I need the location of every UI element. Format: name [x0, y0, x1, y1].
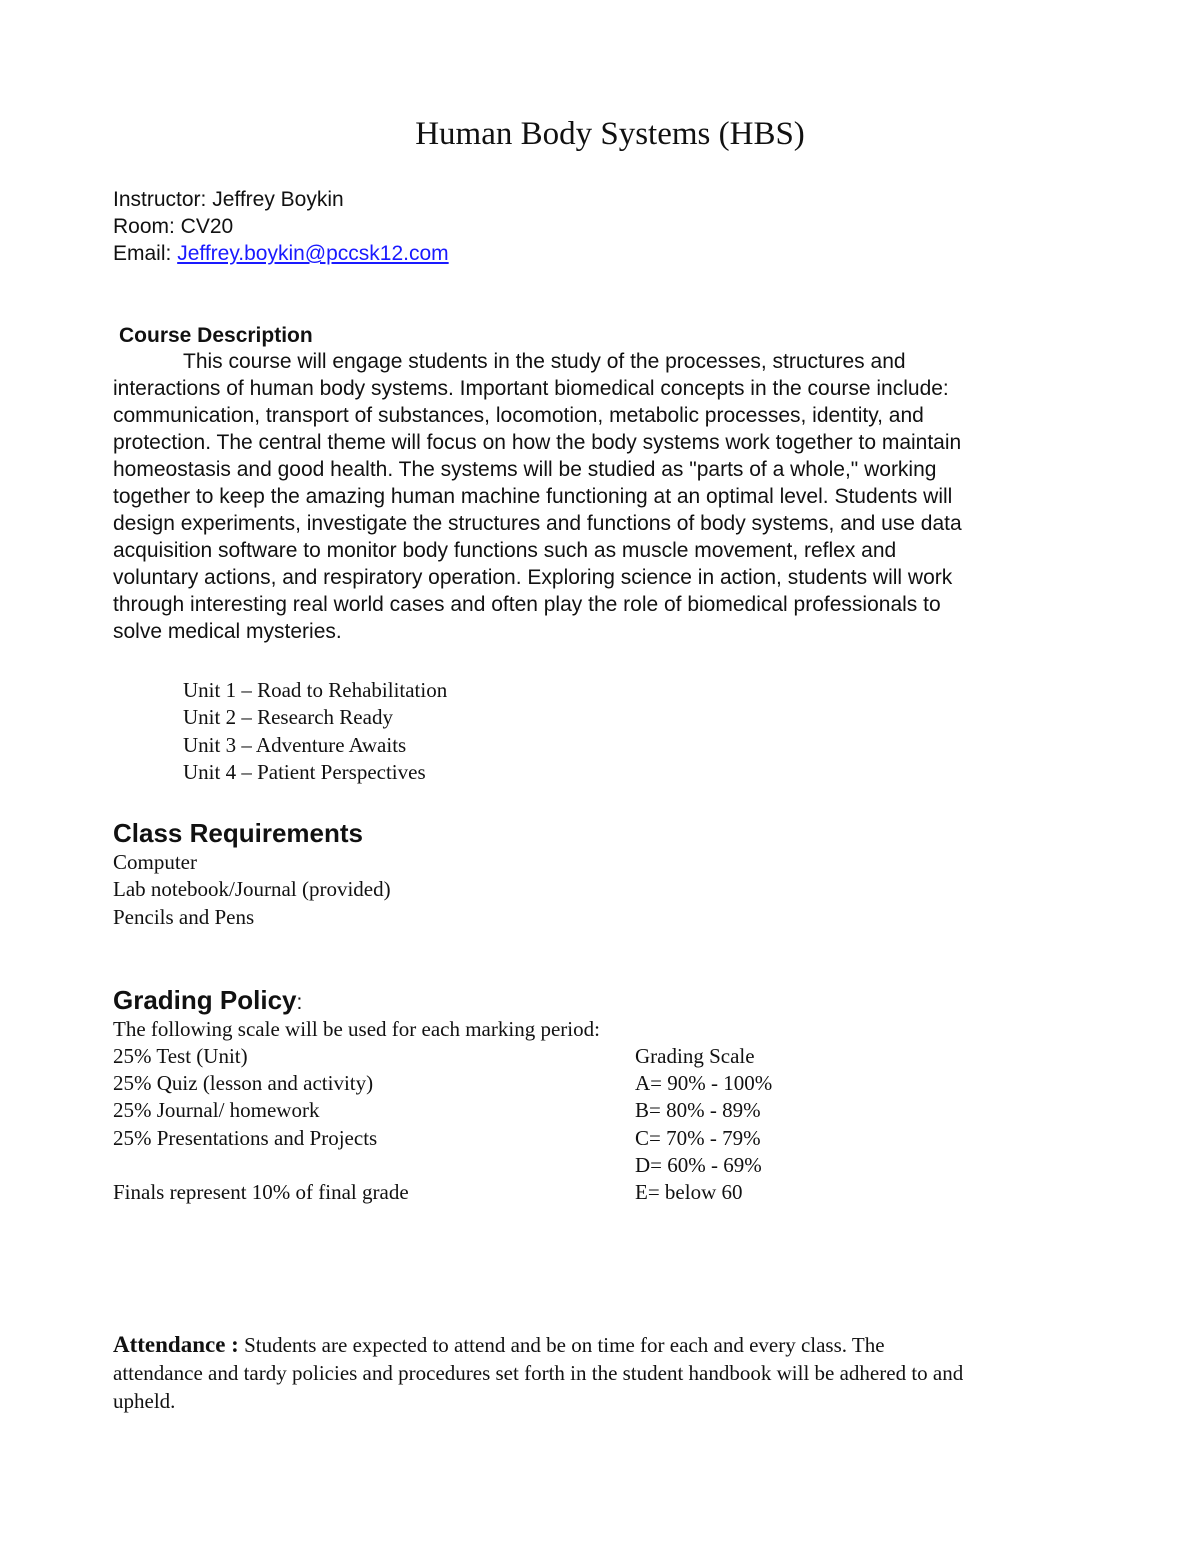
- description-line: design experiments, investigate the structures and functions of body systems, and use data: [113, 512, 962, 535]
- attendance-label: Attendance :: [113, 1332, 239, 1357]
- attendance-text: Students are expected to attend and be on time for each and every class. The: [238, 1333, 885, 1357]
- requirement-item: Computer: [113, 850, 197, 874]
- grading-policy-colon: :: [296, 991, 303, 1014]
- description-line: communication, transport of substances, locomotion, metabolic processes, identity, and: [113, 404, 924, 427]
- grading-policy-heading-text: Grading Policy: [113, 985, 297, 1015]
- description-line: acquisition software to monitor body functions such as muscle movement, reflex and: [113, 539, 897, 562]
- grade-weight-item: 25% Presentations and Projects: [113, 1125, 378, 1150]
- instructor-line: Instructor: Jeffrey Boykin: [113, 188, 344, 211]
- requirement-item: Pencils and Pens: [113, 904, 255, 929]
- grade-weights-column: [113, 1043, 409, 1206]
- course-description-heading: Course Description: [119, 324, 313, 347]
- description-line: This course will engage students in the study of the processes, structures and: [183, 350, 906, 373]
- grading-scale-item: A= 90% - 100%: [635, 1071, 773, 1096]
- email-label: Email:: [113, 242, 178, 265]
- description-line: voluntary actions, and respiratory operation. Exploring science in action, students will work: [113, 566, 953, 589]
- grading-scale-item: C= 70% - 79%: [635, 1125, 761, 1150]
- unit-list: [183, 677, 447, 786]
- grading-scale-item: D= 60% - 69%: [635, 1152, 762, 1177]
- grade-weight-item: 25% Test (Unit): [113, 1044, 248, 1068]
- attendance-line: [113, 1331, 1093, 1359]
- description-line: solve medical mysteries.: [113, 620, 342, 643]
- class-requirements-heading: Class Requirements: [113, 818, 363, 848]
- attendance-line: upheld.: [113, 1389, 176, 1413]
- course-description-body: [113, 348, 1073, 645]
- unit-item: Unit 2 – Research Ready: [183, 705, 393, 730]
- attendance-line: attendance and tardy policies and procedures set forth in the student handbook will be adhered to and: [113, 1361, 964, 1385]
- unit-item: Unit 1 – Road to Rehabilitation: [183, 678, 448, 702]
- email-link[interactable]: Jeffrey.boykin@pccsk12.com: [177, 242, 449, 265]
- grade-weight-item: 25% Quiz (lesson and activity): [113, 1071, 374, 1096]
- grade-weight-item: Finals represent 10% of final grade: [113, 1179, 409, 1204]
- class-requirements-list: [113, 849, 391, 931]
- unit-item: Unit 3 – Adventure Awaits: [183, 732, 407, 757]
- requirement-item: Lab notebook/Journal (provided): [113, 877, 391, 902]
- grade-weight-item: 25% Journal/ homework: [113, 1098, 320, 1123]
- contact-block: [113, 186, 449, 267]
- email-line: [113, 240, 449, 267]
- description-line: homeostasis and good health. The systems will be studied as "parts of a whole," working: [113, 458, 937, 481]
- grading-intro: The following scale will be used for each marking period:: [113, 1017, 600, 1041]
- room-line: Room: CV20: [113, 215, 234, 238]
- grading-policy-heading: [113, 983, 302, 1020]
- attendance-section: [113, 1331, 1093, 1415]
- unit-item: Unit 4 – Patient Perspectives: [183, 759, 426, 784]
- grading-scale-item: E= below 60: [635, 1179, 743, 1204]
- description-line: through interesting real world cases and often play the role of biomedical professionals to: [113, 593, 941, 616]
- description-line: together to keep the amazing human machine functioning at an optimal level. Students will: [113, 485, 953, 508]
- description-line: protection. The central theme will focus on how the body systems work together to maintain: [113, 431, 962, 454]
- grading-scale-item: B= 80% - 89%: [635, 1098, 761, 1123]
- grading-scale-column: [635, 1043, 772, 1206]
- grading-scale-heading: Grading Scale: [635, 1044, 755, 1068]
- description-line: interactions of human body systems. Important biomedical concepts in the course include:: [113, 377, 949, 400]
- page-title: Human Body Systems (HBS): [415, 116, 805, 152]
- grade-weight-item: [113, 1152, 409, 1179]
